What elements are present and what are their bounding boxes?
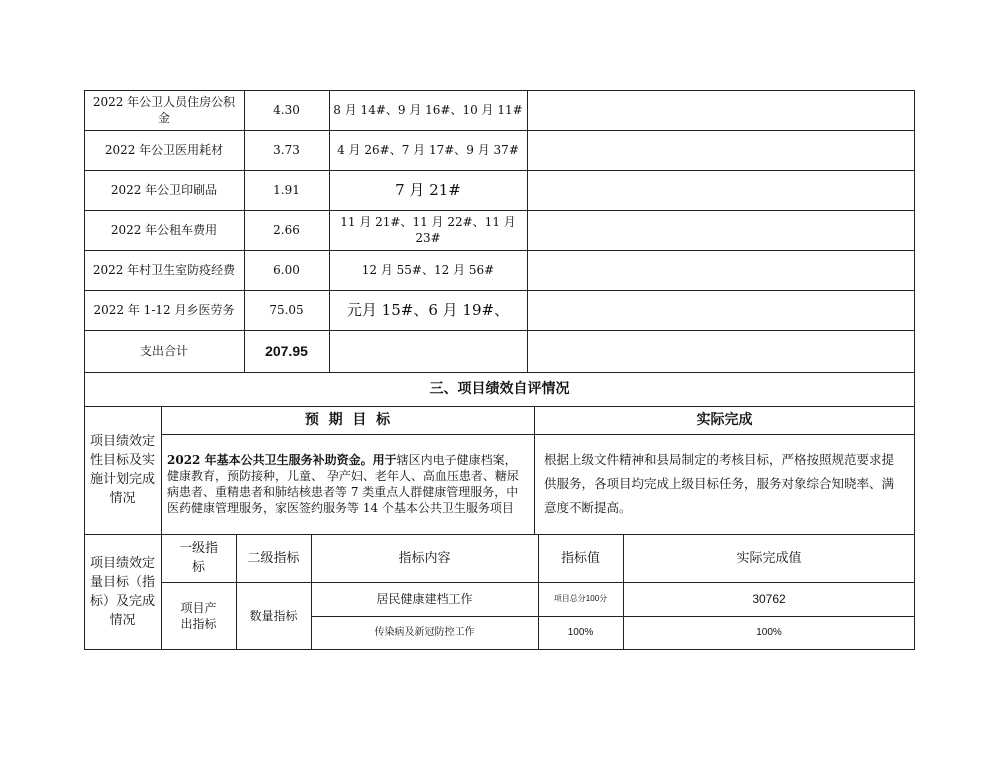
expense-vouchers-4: 11 月 21#、11 月 22#、11 月 23# (340, 215, 516, 245)
level2-value: 数量指标 (249, 609, 298, 623)
grid-v (527, 90, 528, 372)
border-bottom (84, 649, 915, 650)
expense-amount-2: 3.73 (273, 143, 300, 157)
grid-h (161, 582, 915, 583)
metric-content-2: 传染病及新冠防控工作 (374, 627, 475, 638)
qualitative-row-label: 项目绩效定性目标及实施计划完成情况 (90, 434, 156, 506)
actual-header: 实际完成 (696, 412, 753, 428)
report-table (84, 90, 915, 650)
grid-v (244, 90, 245, 372)
grid-v (329, 90, 330, 372)
border-left (84, 90, 85, 650)
grid-h (84, 534, 915, 535)
header-level1: 一级指标 (178, 541, 218, 575)
grid-h (311, 616, 915, 617)
total-label: 支出合计 (139, 344, 188, 358)
goal-description-bold: 2022 年基本公共卫生服务补助资金。用于 (167, 453, 397, 467)
grid-h (84, 170, 915, 171)
total-amount: 207.95 (265, 343, 308, 359)
grid-v (534, 406, 535, 534)
section-title: 三、项目绩效自评情况 (429, 381, 570, 397)
level1-value: 项目产出指标 (180, 601, 217, 631)
grid-v (311, 534, 312, 650)
header-content: 指标内容 (398, 550, 451, 566)
grid-h (84, 130, 915, 131)
grid-h (84, 372, 915, 373)
expense-name-6: 2022 年 1-12 月乡医劳务 (93, 303, 235, 317)
metric-content-1: 居民健康建档工作 (376, 592, 473, 606)
grid-v (538, 534, 539, 650)
actual-description: 根据上级文件精神和县局制定的考核目标，严格按照规范要求提供服务，各项目均完成上级目标任务，服务对象综合知晓率、满意度不断提高。 (544, 452, 895, 515)
header-level2: 二级指标 (247, 550, 300, 566)
grid-h (84, 406, 915, 407)
grid-h (84, 210, 915, 211)
expense-vouchers-5: 12 月 55#、12 月 56# (361, 263, 495, 277)
expense-vouchers-3: 7 月 21# (395, 181, 461, 199)
header-value: 指标值 (560, 550, 600, 566)
expense-vouchers-2: 4 月 26#、7 月 17#、9 月 37# (337, 143, 519, 157)
expense-name-2: 2022 年公卫医用耗材 (104, 143, 224, 157)
grid-h (161, 434, 915, 435)
expense-amount-1: 4.30 (273, 103, 300, 117)
grid-v (236, 534, 237, 650)
expense-amount-4: 2.66 (273, 223, 300, 237)
expense-name-4: 2022 年公租车费用 (110, 223, 218, 237)
metric-value-1: 项目总分100分 (553, 594, 608, 603)
border-top (84, 90, 915, 91)
grid-h (84, 330, 915, 331)
expense-vouchers-6: 元月 15#、6 月 19#、 (346, 301, 510, 319)
expense-vouchers-1: 8 月 14#、9 月 16#、10 月 11# (333, 103, 523, 117)
goal-description (161, 434, 534, 534)
metric-actual-2: 100% (756, 627, 782, 638)
metric-value-2: 100% (567, 627, 594, 638)
grid-v (623, 534, 624, 650)
grid-h (84, 250, 915, 251)
expense-amount-6: 75.05 (269, 303, 304, 317)
goal-description-text: 辖区内电子健康档案，健康教育，预防接种，儿童、 孕产妇、老年人、高血压患者、糖尿病患者、重精患者和肺结核患者等 7 类重点人群健康管理服务，中医药健康管理服务，家医签约服务等 14 个基本公共卫生服务项目 (167, 453, 519, 515)
expense-amount-3: 1.91 (273, 183, 300, 197)
expense-name-1: 2022 年公卫人员住房公积金 (92, 95, 236, 125)
grid-v (161, 406, 162, 650)
expense-name-5: 2022 年村卫生室防疫经费 (92, 263, 236, 277)
grid-h (84, 290, 915, 291)
goal-header: 预 期 目 标 (304, 412, 391, 428)
metric-actual-1: 30762 (752, 592, 786, 606)
expense-amount-5: 6.00 (273, 263, 300, 277)
quantitative-row-label: 项目绩效定量目标（指标）及完成情况 (90, 556, 156, 628)
performance-report-page (84, 90, 915, 650)
header-actual: 实际完成值 (736, 550, 802, 566)
border-right (914, 90, 915, 650)
expense-name-3: 2022 年公卫印刷品 (110, 183, 218, 197)
